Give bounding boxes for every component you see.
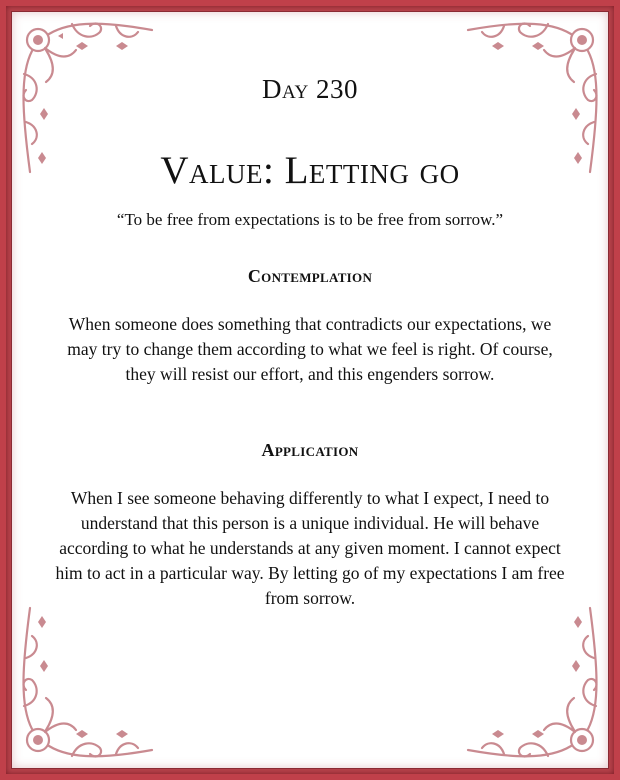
page-sheet bbox=[12, 12, 608, 768]
application-heading: Application bbox=[261, 440, 359, 460]
quote-text: “To be free from expectations is to be free from sorrow.” bbox=[116, 210, 504, 229]
corner-ornament-icon bbox=[458, 598, 608, 768]
corner-ornament-icon bbox=[12, 598, 162, 768]
day-heading: Day 230 bbox=[262, 74, 358, 104]
value-title: Value: Letting go bbox=[160, 149, 460, 192]
application-paragraph: When I see someone behaving differently to what I expect, I need to understand that this person is a unique individual. He will behave according to what he understands at any given moment. I cannot expect him to act in a particular way. By letting go of my expectations I am free from sorrow. bbox=[55, 488, 565, 608]
contemplation-paragraph: When someone does something that contradicts our expectations, we may try to change them according to what we feel is right. Of course, they will resist our effort, and this engenders sorrow. bbox=[67, 314, 553, 384]
contemplation-heading: Contemplation bbox=[247, 266, 373, 286]
